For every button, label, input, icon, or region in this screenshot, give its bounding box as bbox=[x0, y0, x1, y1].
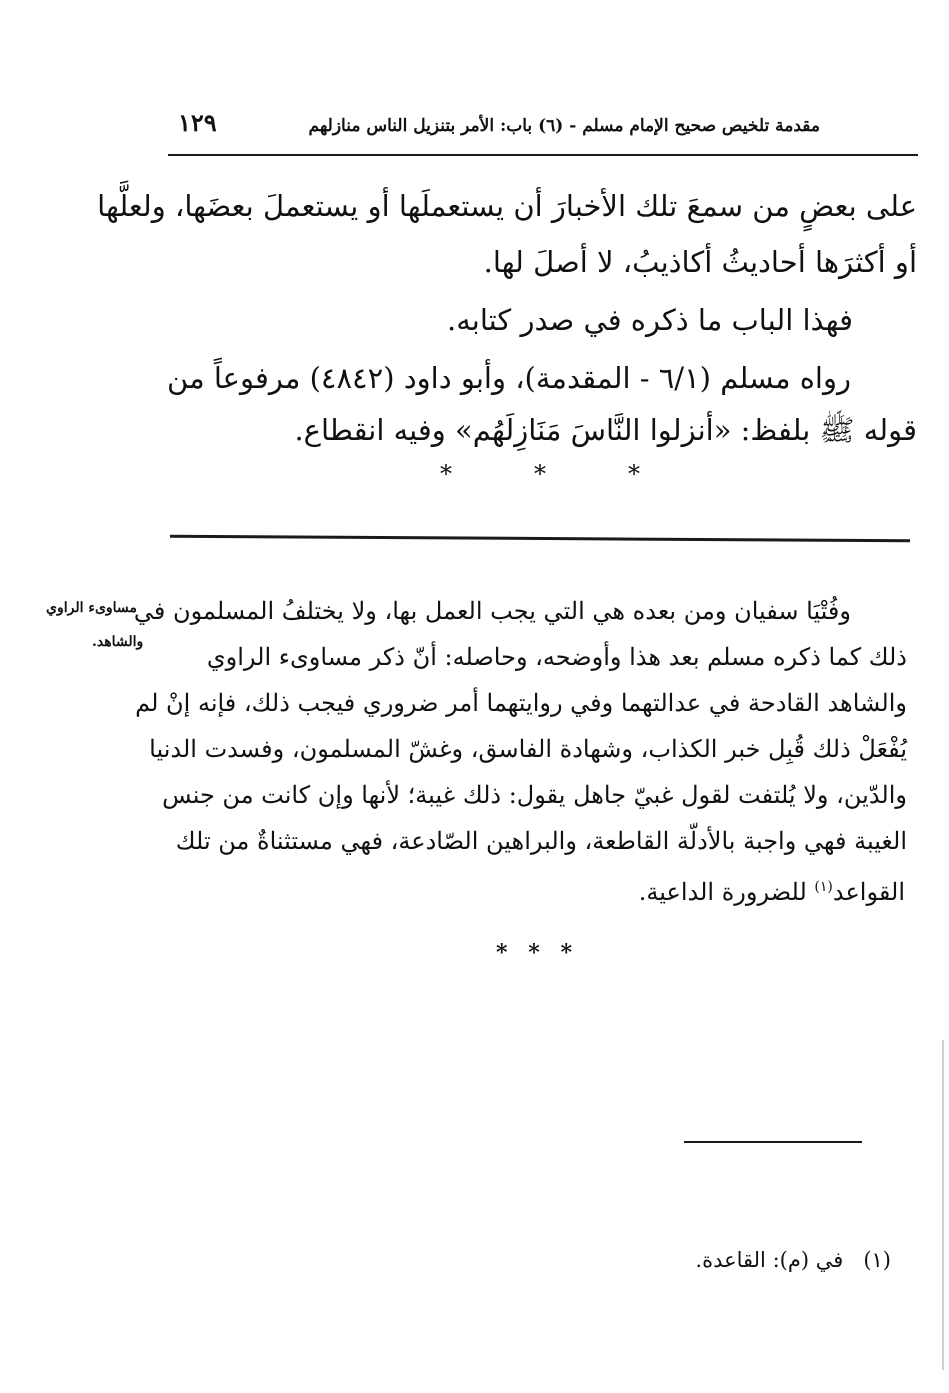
commentary-line bbox=[639, 864, 905, 915]
margin-note-line: والشاهد. bbox=[92, 634, 144, 650]
footnote bbox=[695, 1248, 891, 1272]
header-rule bbox=[168, 154, 918, 156]
separator-star: * bbox=[534, 460, 546, 488]
main-text-line: رواه مسلم (٦/١ - المقدمة)، وأبو داود (٤٨٤٢) مرفوعاً من bbox=[167, 361, 851, 395]
commentary-line: وفُتْيَا سفيان ومن بعده هي التي يجب العمل بها، ولا يختلفُ المسلمون في bbox=[133, 597, 851, 625]
main-text-line: على بعضٍ من سمعَ تلك الأخبارَ أن يستعملَها أو يستعملَ بعضَها، ولعلَّها bbox=[97, 189, 917, 223]
commentary-line: والشاهد القادحة في عدالتهما وفي روايتهما أمر ضروري فيجب ذلك، فإنه إنْ لم bbox=[135, 689, 907, 717]
commentary-line: الغيبة فهي واجبة بالأدلّة القاطعة، والبراهين الصّادعة، فهي مستثناةٌ من تلك bbox=[175, 827, 907, 855]
footnote-text: في (م): القاعدة. bbox=[695, 1248, 844, 1272]
commentary-text: للضرورة الداعية. bbox=[638, 878, 815, 906]
separator-star: * bbox=[440, 460, 452, 488]
footnote-number: (١) bbox=[863, 1248, 891, 1272]
section-rule bbox=[170, 535, 910, 543]
commentary-line: والدّين، ولا يُلتفت لقول غبيّ جاهل يقول: ذلك غيبة؛ لأنها وإن كانت من جنس bbox=[162, 781, 907, 809]
section-separator bbox=[440, 460, 640, 488]
page-number: ١٢٩ bbox=[178, 108, 217, 137]
footnote-rule bbox=[684, 1141, 862, 1143]
commentary-text: القواعد bbox=[832, 878, 905, 906]
margin-note-line: مساوىء الراوي bbox=[46, 600, 137, 616]
separator-star: * bbox=[560, 940, 572, 966]
scan-edge bbox=[942, 1040, 944, 1370]
footnote-reference[interactable]: (١) bbox=[814, 879, 833, 895]
commentary-line: يُفْعَلْ ذلك قُبِل خبر الكذاب، وشهادة الفاسق، وغشّ المسلمون، وفسدت الدنيا bbox=[149, 735, 907, 763]
separator-star: * bbox=[528, 940, 540, 966]
end-separator bbox=[496, 940, 572, 966]
main-text-line: فهذا الباب ما ذكره في صدر كتابه. bbox=[447, 303, 853, 337]
main-text-line: أو أكثرَها أحاديثُ أكاذيبُ، لا أصلَ لها. bbox=[483, 245, 917, 279]
commentary-line: ذلك كما ذكره مسلم بعد هذا وأوضحه، وحاصله: أنّ ذكر مساوىء الراوي bbox=[206, 643, 907, 671]
main-text-line: قوله ﷺ بلفظ: «أنزلوا النَّاسَ مَنَازِلَهُم» وفيه انقطاع. bbox=[294, 413, 917, 447]
separator-star: * bbox=[628, 460, 640, 488]
running-title: مقدمة تلخيص صحيح الإمام مسلم - (٦) باب: الأمر بتنزيل الناس منازلهم bbox=[308, 116, 820, 136]
separator-star: * bbox=[496, 940, 508, 966]
